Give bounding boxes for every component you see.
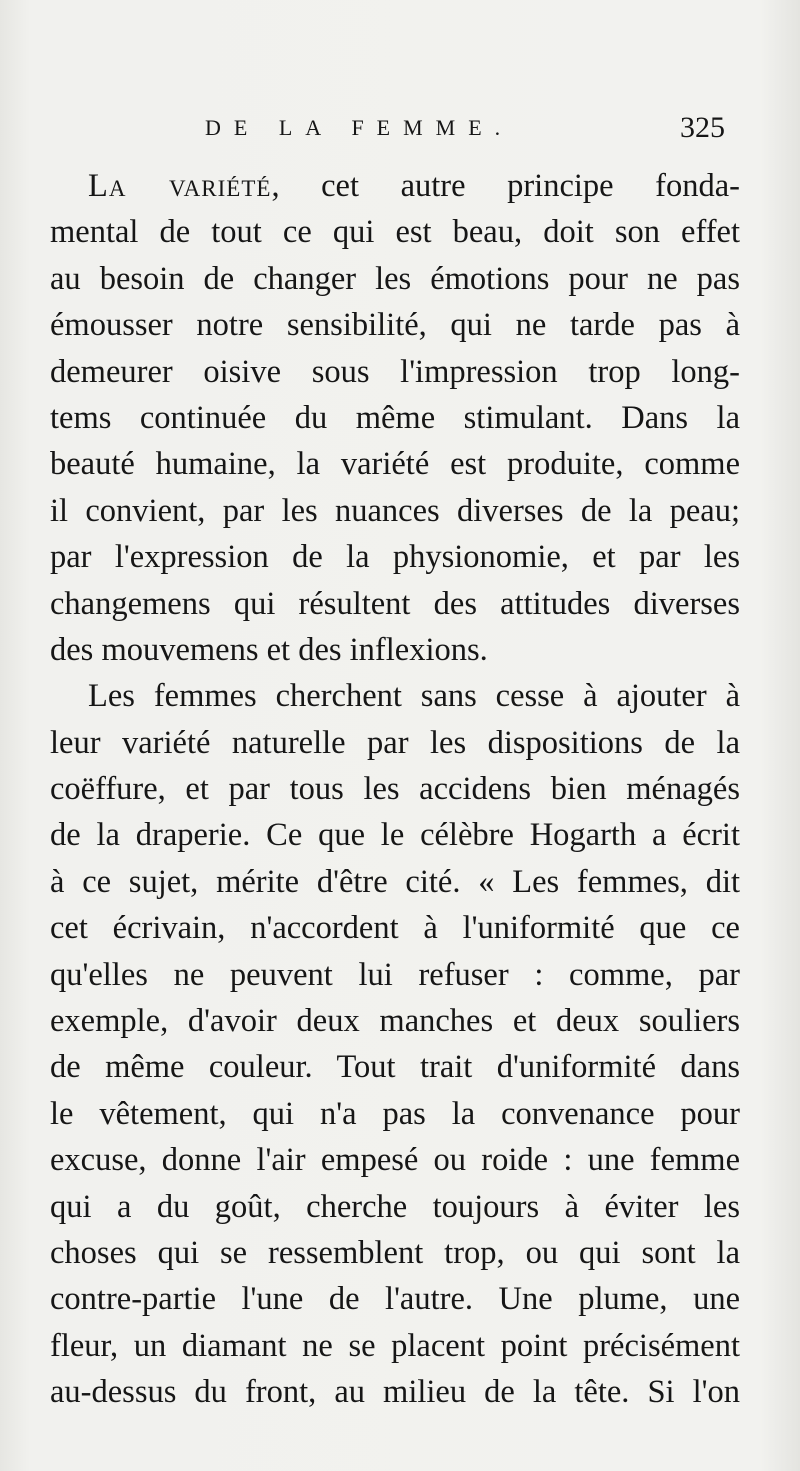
text-line: coëffure, et par tous les accidens bien ménagés: [50, 771, 740, 808]
body-text: [50, 163, 740, 1416]
text-line: cet écrivain, n'accordent à l'uniformité que ce: [50, 910, 740, 947]
text-line: demeurer oisive sous l'impression trop long-: [50, 353, 740, 390]
text-line: mental de tout ce qui est beau, doit son effet: [50, 214, 740, 251]
text-line: beauté humaine, la variété est produite, comme: [50, 446, 740, 483]
text-line: de même couleur. Tout trait d'uniformité dans: [50, 1049, 740, 1086]
text-line: excuse, donne l'air empesé ou roide : une femme: [50, 1142, 740, 1179]
text-line: à ce sujet, mérite d'être cité. « Les femmes, dit: [50, 863, 740, 900]
text-line: des mouvemens et des inflexions.: [50, 631, 488, 668]
text-line: choses qui se ressemblent trop, ou qui sont la: [50, 1234, 740, 1271]
text-line: fleur, un diamant ne se placent point précisément: [50, 1327, 740, 1364]
text-line: contre-partie l'une de l'autre. Une plume, une: [50, 1281, 740, 1318]
text-line: exemple, d'avoir deux manches et deux souliers: [50, 1003, 740, 1040]
text-line: de la draperie. Ce que le célèbre Hogarth a écrit: [50, 817, 740, 854]
text-line: qui a du goût, cherche toujours à éviter les: [50, 1188, 740, 1225]
text-line: changemens qui résultent des attitudes diverses: [50, 585, 740, 622]
text-line: qu'elles ne peuvent lui refuser : comme, par: [50, 956, 740, 993]
text-line: Les femmes cherchent sans cesse à ajouter à: [88, 678, 740, 715]
running-title: DE LA FEMME.: [205, 115, 514, 140]
text-line: il convient, par les nuances diverses de la peau;: [50, 492, 740, 529]
text-line: émousser notre sensibilité, qui ne tarde pas à: [50, 307, 740, 344]
opening-words: La variété: [88, 168, 272, 204]
text-line: La variété, cet autre principe fonda-: [88, 168, 740, 204]
text-line: par l'expression de la physionomie, et par les: [50, 539, 740, 576]
text-line: au-dessus du front, au milieu de la tête. Si l'on: [50, 1374, 740, 1411]
text-line: le vêtement, qui n'a pas la convenance pour: [50, 1095, 740, 1132]
page-number: 325: [680, 111, 725, 144]
text-line: leur variété naturelle par les dispositions de la: [50, 724, 740, 761]
text-line: au besoin de changer les émotions pour ne pas: [50, 260, 740, 297]
page-header: [0, 111, 800, 155]
text-line: tems continuée du même stimulant. Dans la: [50, 399, 740, 436]
